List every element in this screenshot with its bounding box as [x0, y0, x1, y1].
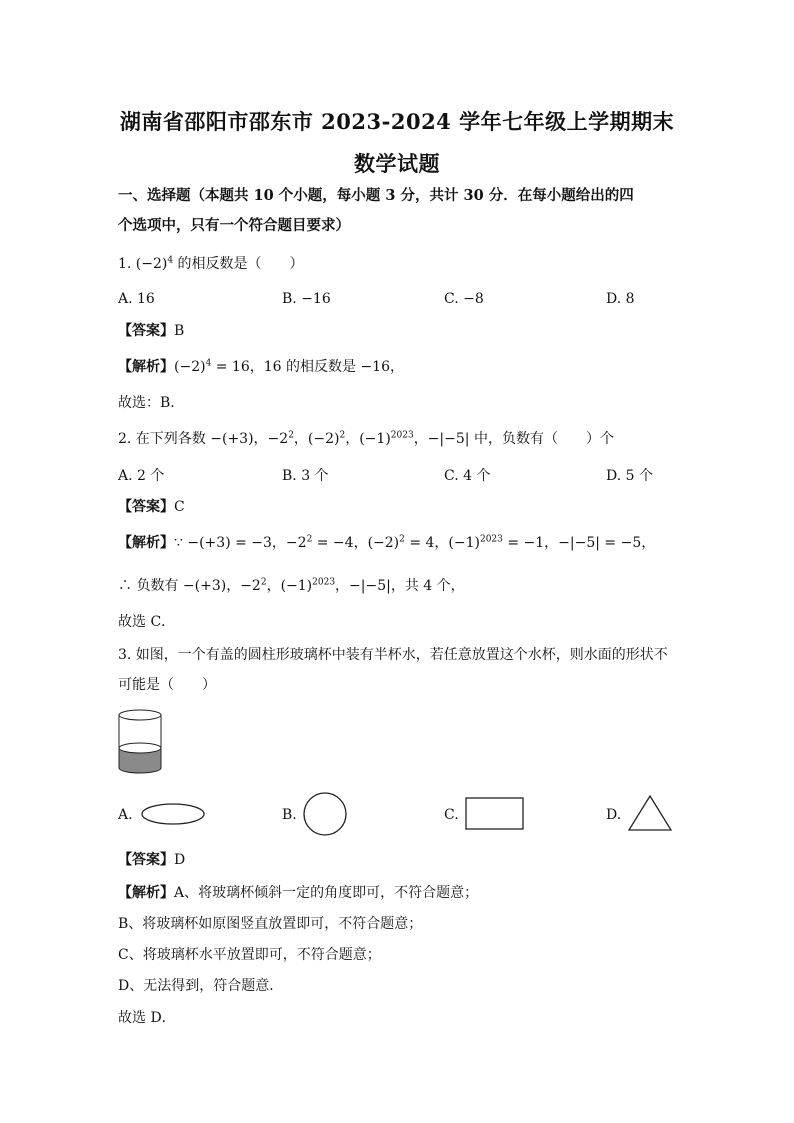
- rectangle-shape: [464, 796, 526, 832]
- section-heading-cont: 个选项中，只有一个符合题目要求）: [118, 217, 350, 234]
- analysis-tag: 【解析】: [118, 535, 174, 551]
- water-surface: [119, 743, 161, 753]
- q2-answer-value: C: [174, 499, 185, 515]
- q3-stem: 3. 如图，一个有盖的圆柱形玻璃杯中装有半杯水，若任意放置这个水杯，则水面的形状不: [118, 647, 668, 663]
- q1-stem: [118, 254, 304, 274]
- q2-therefore: [118, 576, 465, 596]
- analysis-tag: 【解析】: [118, 359, 174, 375]
- cup-lid: [119, 710, 161, 720]
- doc-title: 湖南省邵阳市邵东市 2023-2024 学年七年级上学期期末: [119, 109, 675, 134]
- q2-analysis-b: = −4，(−2): [312, 535, 400, 551]
- q3-option-b-label: B.: [282, 807, 297, 823]
- q3-answer-value: D: [174, 852, 186, 868]
- q3-analysis-4: D、无法得到，符合题意．: [118, 978, 284, 994]
- q2-stem-a: 2. 在下列各数 −(+3)，−2: [118, 431, 289, 447]
- q3-analysis-2: B、将玻璃杯如原图竖直放置即可，不符合题意；: [118, 916, 423, 932]
- q2-therefore-b-exp: 2023: [312, 577, 336, 588]
- q1-stem-text: 的相反数是（ ）: [173, 256, 304, 272]
- q2-therefore-a: ∴ 负数有 −(+3)，−2: [118, 578, 261, 594]
- q2-option-d: D. 5 个: [606, 468, 653, 484]
- q1-option-b: B. −16: [282, 291, 331, 307]
- q3-option-d-label: D.: [606, 807, 622, 823]
- q2-analysis-c: = 4，(−1): [404, 535, 480, 551]
- q2-stem-b: ，(−2): [293, 431, 340, 447]
- q3-option-a-label: A.: [118, 807, 133, 823]
- q3-stem-cont: 可能是（ ）: [118, 677, 216, 693]
- q2-option-a: A. 2 个: [118, 468, 165, 484]
- section-heading: 一、选择题（本题共 10 个小题，每小题 3 分，共计 30 分．在每小题给出的四: [118, 187, 634, 204]
- q1-analysis: [118, 357, 404, 377]
- q3-option-c-label: C.: [444, 807, 459, 823]
- q2-stem-d: ，−|−5| 中，负数有（ ）个: [413, 431, 614, 447]
- triangle-shape: [626, 793, 674, 833]
- q3-analysis-3: C、将玻璃杯水平放置即可，不符合题意；: [118, 947, 381, 963]
- q1-stem-base: 1. (−2): [118, 256, 168, 272]
- q1-option-c: C. −8: [444, 291, 484, 307]
- q2-stem: [118, 429, 614, 449]
- circle-shape: [301, 791, 349, 837]
- q2-analysis-b-exp: 2: [399, 534, 405, 545]
- q1-answer-value: B: [174, 323, 185, 339]
- q2-conclusion: 故选 C．: [118, 614, 176, 630]
- doc-subtitle: 数学试题: [354, 151, 440, 176]
- q1-analysis-exp: 4: [205, 358, 212, 369]
- q2-option-c: C. 4 个: [444, 468, 491, 484]
- q1-option-a: A. 16: [118, 291, 155, 307]
- q2-therefore-c: ，−|−5|，共 4 个，: [335, 578, 465, 594]
- q2-analysis-c-exp: 2023: [479, 534, 503, 545]
- answer-tag: 【答案】: [118, 323, 174, 339]
- q3-analysis-1: [118, 883, 478, 903]
- glass-cup-figure: [116, 706, 164, 776]
- analysis-tag: 【解析】: [118, 885, 174, 901]
- q2-stem-c-exp: 2023: [390, 430, 414, 441]
- ellipse-shape: [140, 801, 206, 827]
- q2-analysis-a: ∵ −(+3) = −3，−2: [174, 535, 307, 551]
- answer-tag: 【答案】: [118, 852, 174, 868]
- q3-analysis-a: A、将玻璃杯倾斜一定的角度即可，不符合题意；: [174, 885, 479, 901]
- q1-analysis-text: = 16，16 的相反数是 −16，: [211, 359, 405, 375]
- q2-analysis-a-exp: 2: [306, 534, 313, 545]
- q2-therefore-b: ，(−1): [266, 578, 313, 594]
- q2-option-b: B. 3 个: [282, 468, 329, 484]
- answer-tag: 【答案】: [118, 499, 174, 515]
- q2-answer: [118, 497, 185, 517]
- q1-stem-exp: 4: [167, 255, 174, 266]
- q2-analysis-d: = −1，−|−5| = −5，: [502, 535, 656, 551]
- q1-option-d: D. 8: [606, 291, 635, 307]
- q2-analysis: [118, 533, 655, 553]
- q1-conclusion: 故选：B．: [118, 395, 185, 411]
- q2-stem-c: ，(−1): [345, 431, 391, 447]
- q1-analysis-base: (−2): [174, 359, 206, 375]
- q3-conclusion: 故选 D．: [118, 1010, 176, 1026]
- q2-stem-b-exp: 2: [339, 430, 346, 441]
- q2-therefore-a-exp: 2: [260, 577, 267, 588]
- q1-answer: [118, 321, 184, 341]
- q3-answer: [118, 850, 185, 870]
- q2-stem-a-exp: 2: [288, 430, 294, 441]
